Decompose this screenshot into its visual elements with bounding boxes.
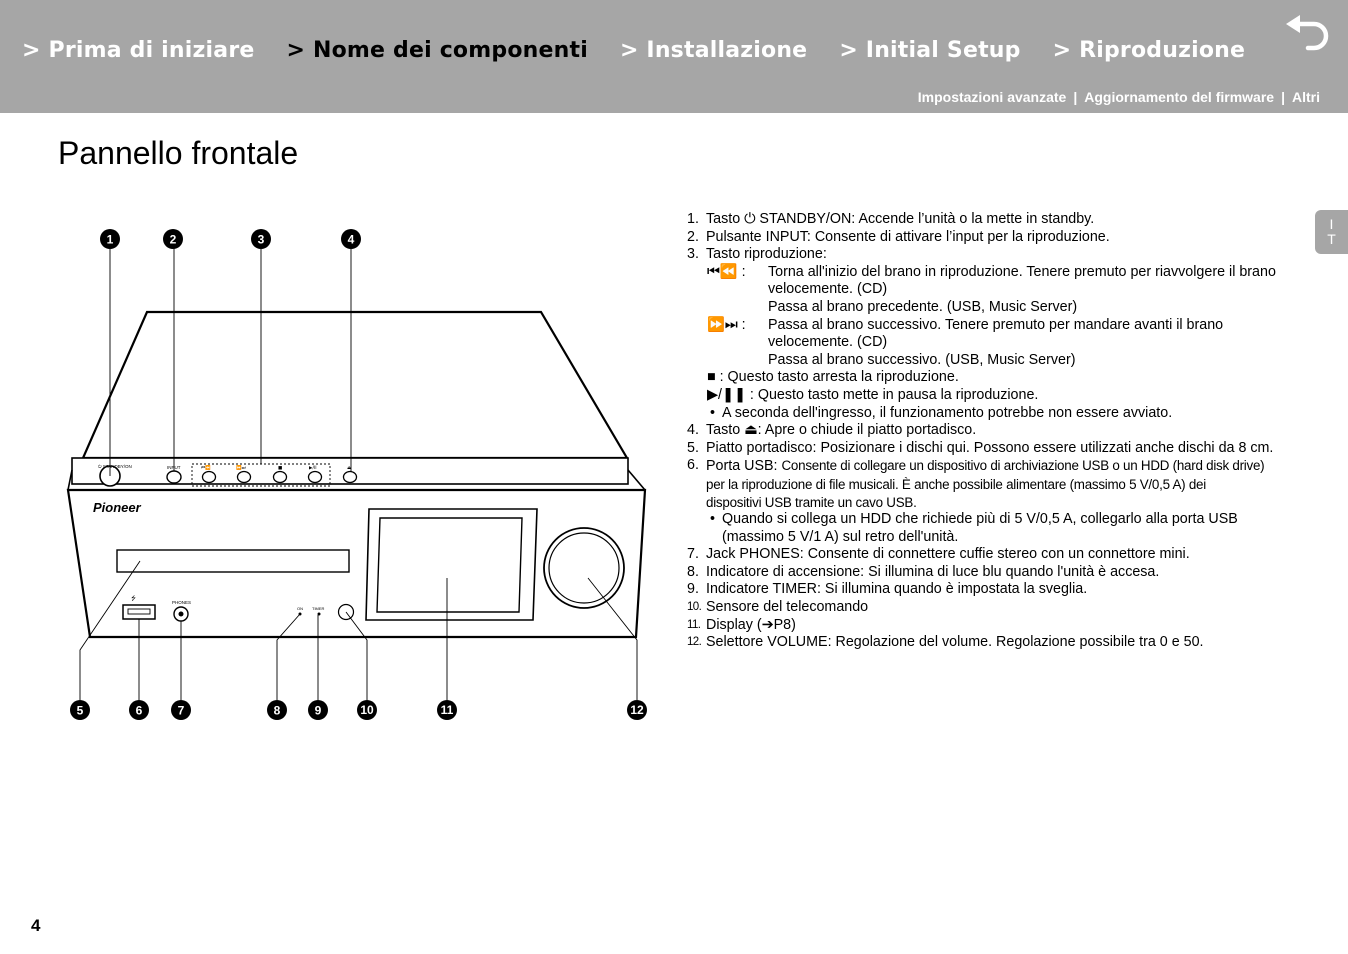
on-label: ON — [297, 606, 303, 611]
list-item: 2. Pulsante INPUT: Consente di attivare l’input per la riproduzione. — [687, 228, 1110, 245]
list-item: 7. Jack PHONES: Consente di connettere cuffie stereo con un connettore mini. — [687, 546, 1190, 563]
callout-12 — [627, 700, 647, 720]
list-subitem-play: ▶/❚❚ : Questo tasto mette in pausa la riproduzione. — [707, 386, 1039, 403]
list-subitem-stop: ■ : Questo tasto arresta la riproduzione. — [707, 369, 959, 386]
stop-label: ■ — [278, 466, 283, 471]
svg-text:11: 11 — [440, 703, 454, 717]
list-item: 11. Display (➔P8) — [687, 616, 796, 633]
svg-text:4: 4 — [347, 232, 355, 247]
page-title: Pannello frontale — [58, 135, 299, 171]
list-item: 5. Piatto portadisco: Posizionare i dischi qui. Possono essere utilizzati anche dischi da 8 cm. — [687, 439, 1274, 456]
front-panel-figure — [0, 200, 680, 740]
svg-text:1: 1 — [106, 232, 114, 247]
callout-8 — [267, 700, 287, 720]
list-item-cont: per la riproduzione di file musicali. È anche possibile alimentare (massimo 5 V/0,5 A) dei — [706, 476, 1206, 492]
page-number: 4 — [31, 916, 41, 935]
list-item: 12. Selettore VOLUME: Regolazione del volume. Regolazione possibile tra 0 e 50. — [687, 634, 1204, 651]
callout-11 — [437, 700, 457, 720]
main-nav — [22, 38, 1277, 63]
callout-6 — [129, 700, 149, 720]
nav-item-initial-setup[interactable]: > Initial Setup — [839, 38, 1021, 63]
subnav-aggiornamento-firmware[interactable]: Aggiornamento del firmware — [1084, 89, 1275, 105]
svg-text:5: 5 — [76, 703, 84, 718]
subnav-separator: | — [1073, 89, 1078, 105]
list-subitem-cont: velocemente. (CD) — [768, 334, 888, 351]
svg-text:10: 10 — [360, 703, 374, 717]
prev-symbol: ⏮⏪ : — [707, 263, 746, 280]
subnav-impostazioni-avanzate[interactable]: Impostazioni avanzate — [917, 89, 1067, 105]
input-button — [167, 471, 181, 483]
display-screen — [377, 518, 522, 612]
callout-5 — [70, 700, 90, 720]
callout-10 — [357, 700, 377, 720]
device-edge — [628, 470, 645, 490]
eject-label: ⏏ — [347, 466, 352, 471]
callout-2 — [163, 229, 183, 249]
subnav-altri[interactable]: Altri — [1292, 89, 1320, 105]
subnav-separator: | — [1281, 89, 1285, 105]
list-subitem-cont: velocemente. (CD) — [768, 281, 888, 298]
svg-text:9: 9 — [314, 703, 322, 718]
bullet-icon: • — [710, 511, 716, 528]
callout-7 — [171, 700, 191, 720]
nav-item-prima-di-iniziare[interactable]: > Prima di iniziare — [22, 38, 255, 63]
bullet-icon: • — [710, 404, 716, 421]
list-subitem-prev: ⏮⏪ : Torna all'inizio del brano in riproduzione. Tenere premuto per riavvolgere il brano — [707, 263, 1276, 280]
list-item: 9. Indicatore TIMER: Si illumina quando è impostata la sveglia. — [687, 581, 1088, 598]
list-item: 4. Tasto ⏏: Apre o chiude il piatto portadisco. — [687, 422, 977, 439]
prev-button — [203, 472, 216, 483]
list-subitem-cont: Passa al brano successivo. (USB, Music Server) — [768, 351, 1076, 368]
list-item: 10. Sensore del telecomando — [687, 599, 869, 616]
list-item: 6. Porta USB: Consente di collegare un dispositivo di archiviazione USB o un HDD (hard disk drive) — [687, 457, 1265, 475]
list-note-cont: (massimo 5 V/1 A) sul retro dell'unità. — [722, 528, 959, 545]
svg-text:7: 7 — [177, 703, 185, 718]
next-label: ⏩⏭ — [236, 466, 246, 471]
eject-button — [344, 472, 357, 483]
sub-nav — [918, 89, 1320, 105]
pioneer-logo: Pioneer — [93, 500, 141, 515]
next-button — [238, 472, 251, 483]
standby-label: ⏻ STANDBY/ON — [98, 464, 132, 469]
list-subitem-cont: Passa al brano precedente. (USB, Music Server) — [768, 298, 1078, 315]
return-arrow-icon[interactable] — [1284, 14, 1332, 52]
callout-4 — [341, 229, 361, 249]
svg-text:3: 3 — [257, 232, 265, 247]
list-note: • Quando si collega un HDD che richiede più di 5 V/0,5 A, collegarlo alla porta USB — [710, 511, 1238, 528]
svg-text:12: 12 — [630, 703, 644, 717]
next-symbol: ⏩⏭ : — [707, 316, 746, 333]
timer-label: TIMER — [312, 606, 325, 611]
nav-item-installazione[interactable]: > Installazione — [619, 38, 808, 63]
svg-text:6: 6 — [135, 703, 143, 718]
list-note: • A seconda dell'ingresso, il funzionamento potrebbe non essere avviato. — [710, 404, 1173, 421]
prev-label: ⏮⏪ — [201, 466, 211, 471]
play-pause-button — [309, 472, 322, 483]
usb-slot — [128, 609, 150, 614]
nav-item-riproduzione[interactable]: > Riproduzione — [1052, 38, 1246, 63]
input-label: INPUT — [167, 465, 181, 470]
device-top-surface — [83, 312, 627, 458]
callout-9 — [308, 700, 328, 720]
callout-3 — [251, 229, 271, 249]
stop-button — [274, 472, 287, 483]
phones-label: PHONES — [172, 600, 192, 605]
volume-knob — [544, 528, 624, 608]
language-tab-it[interactable]: I T — [1315, 210, 1348, 254]
component-description-list — [687, 211, 1327, 652]
list-item-cont: dispositivi USB tramite un cavo USB. — [706, 494, 917, 510]
disc-tray — [117, 550, 349, 572]
list-item: 3. Tasto riproduzione: — [687, 246, 827, 263]
svg-text:2: 2 — [169, 232, 177, 247]
header-bar — [0, 0, 1348, 113]
callout-1 — [100, 229, 120, 249]
phones-jack-hole — [179, 612, 184, 617]
list-item: 1. Tasto ⏻ STANDBY/ON: Accende l’unità o la mette in standby. — [687, 211, 1095, 227]
nav-item-nome-dei-componenti[interactable]: > Nome dei componenti — [286, 38, 588, 63]
play-label: ▶/II — [309, 466, 317, 471]
list-subitem-next: ⏩⏭ : Passa al brano successivo. Tenere premuto per mandare avanti il brano — [707, 316, 1224, 333]
svg-text:8: 8 — [273, 703, 281, 718]
usb-symbol-icon: ⭍ — [131, 595, 136, 602]
list-item: 8. Indicatore di accensione: Si illumina di luce blu quando l'unità è accesa. — [687, 563, 1160, 580]
